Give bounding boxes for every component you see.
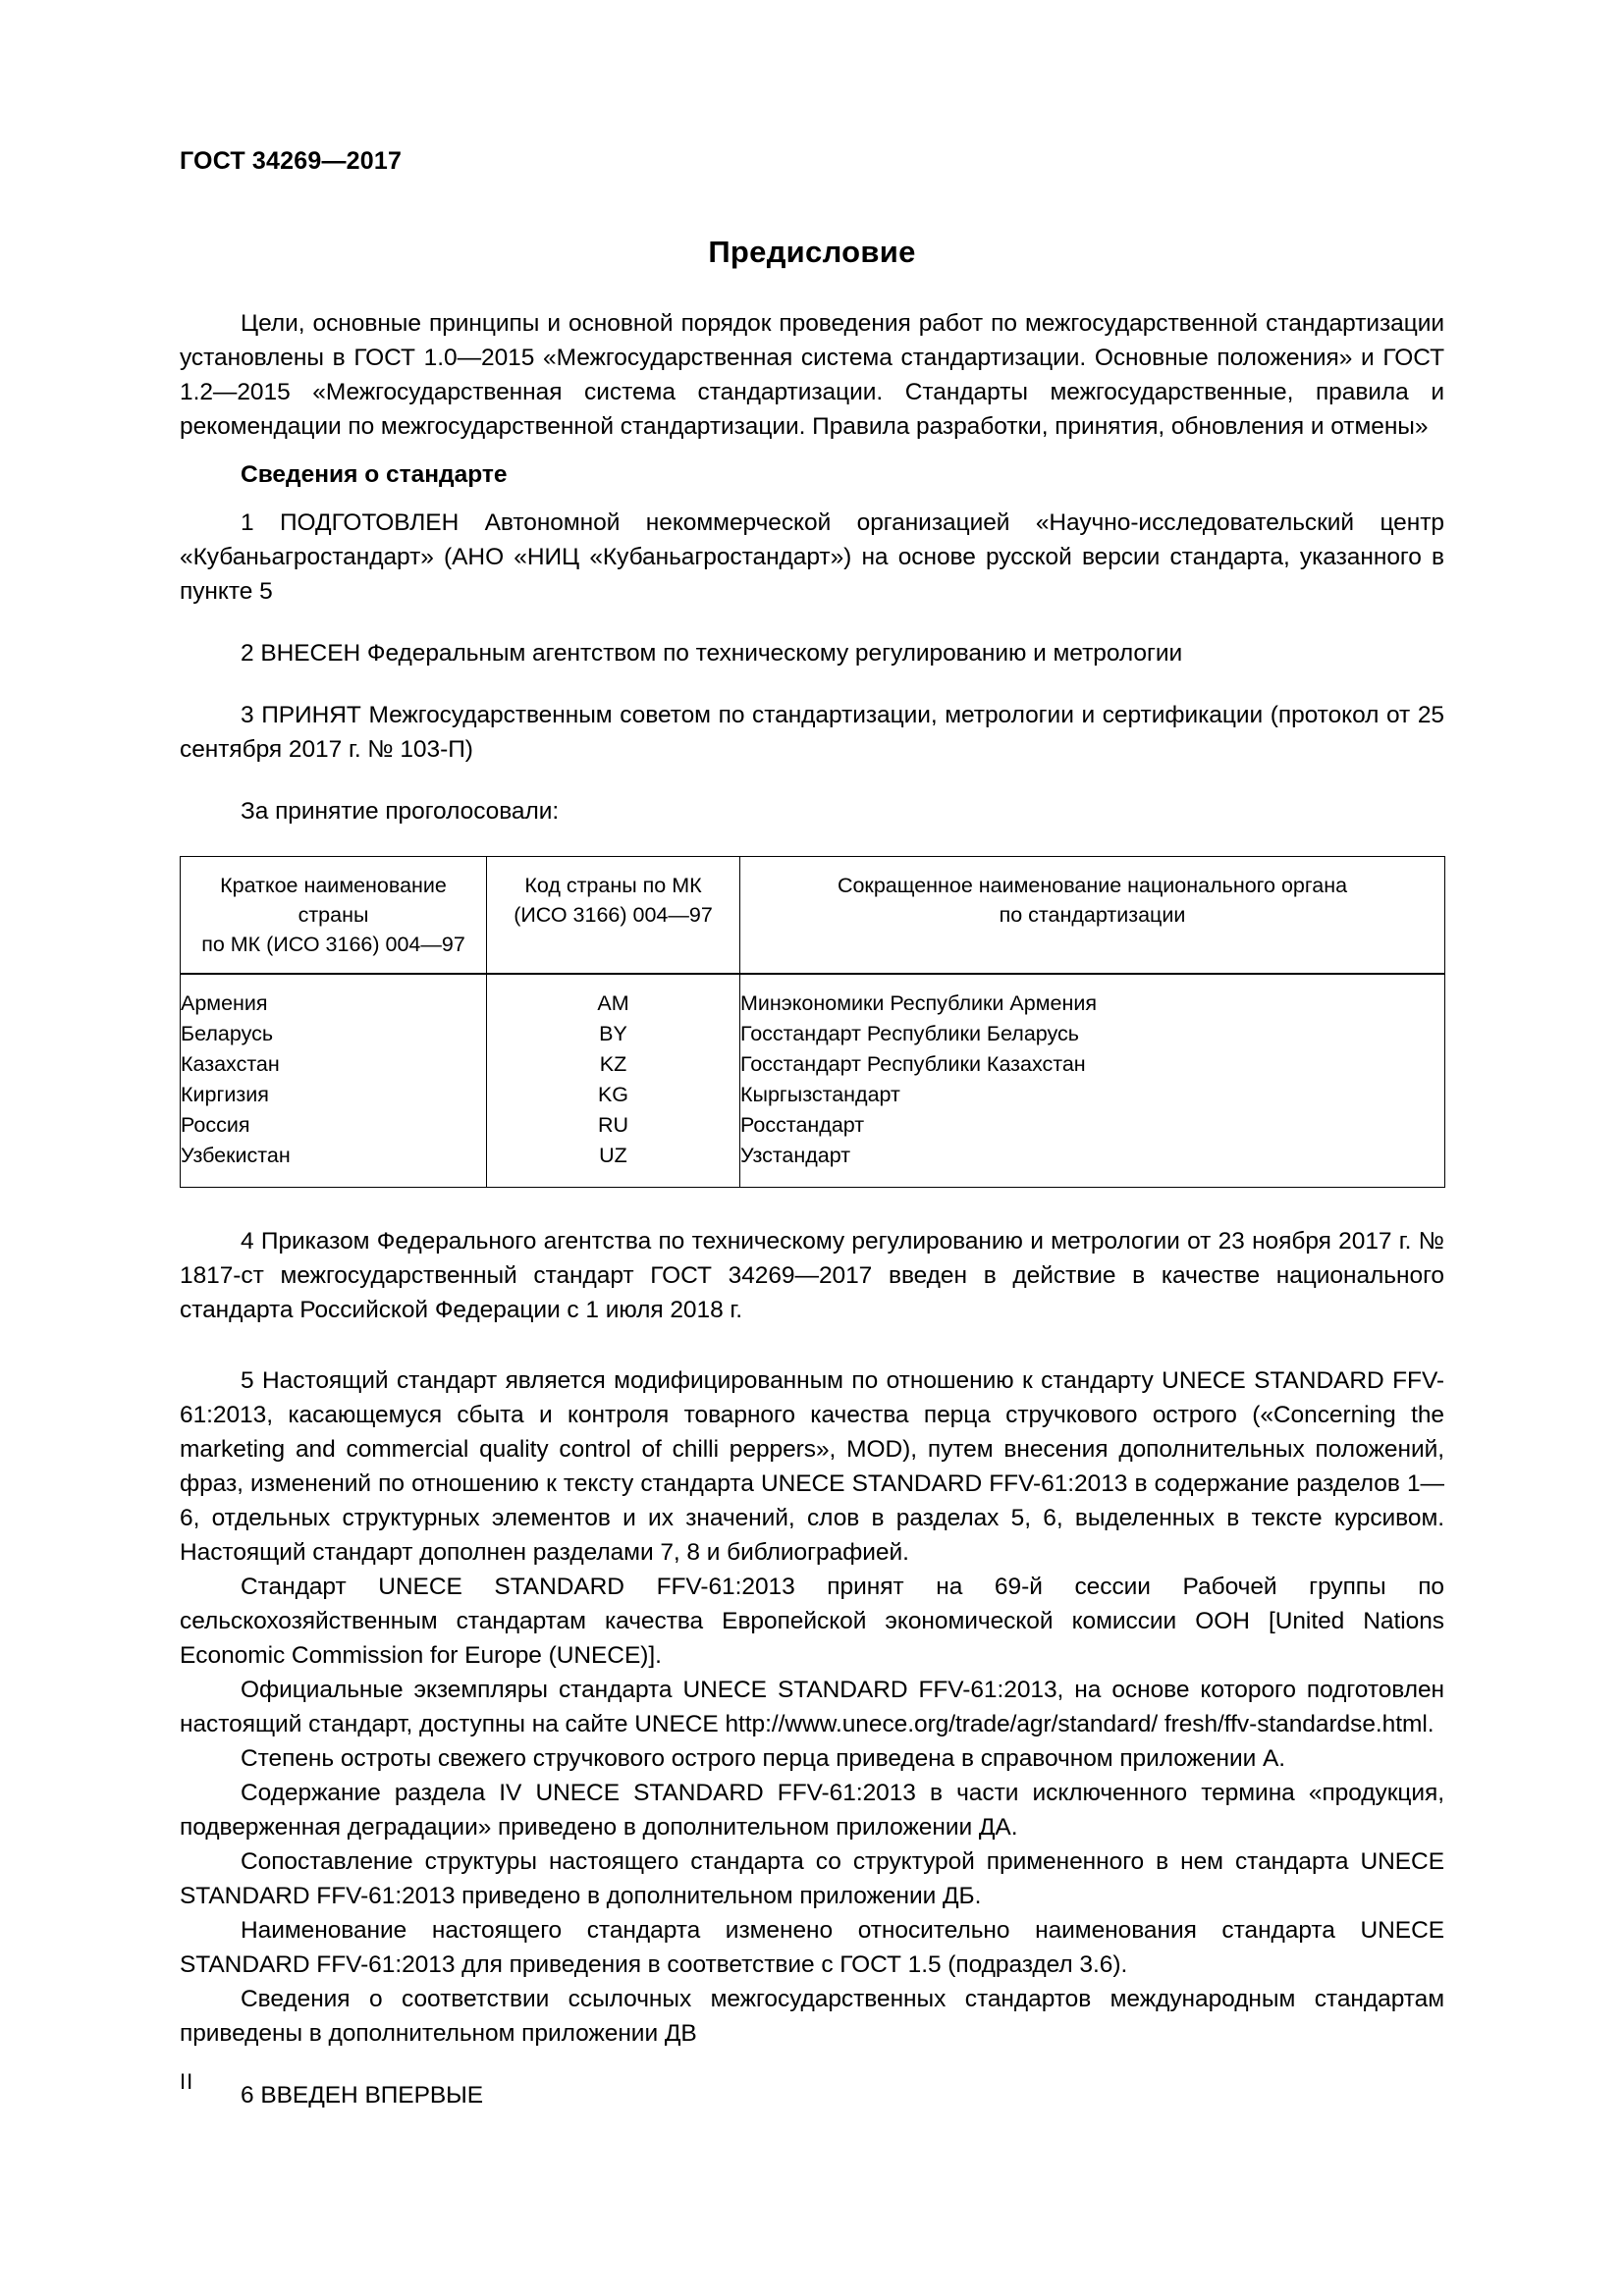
intro-paragraph: Цели, основные принципы и основной порядок проведения работ по межгосударственной стандартизации установлены в ГОСТ 1.0—2015 «Межгосударственная система стандартизации. Основные положения» и ГОСТ 1.2—2015 «Межгосударственная система стандартизации. Стандарты межгосударственные, правила и рекомендации по межгосударственной стандартизации. Правила разработки, принятия, обновления и отмены» — [180, 310, 1444, 440]
cell-code-list — [487, 974, 740, 1188]
country-name: Армения — [181, 991, 268, 1015]
clause-5-paragraph-6: Сопоставление структуры настоящего стандарта со структурой примененного в нем стандарта UNECE STANDARD FFV-61:2013 приведено в дополнительном приложении ДБ. — [180, 1848, 1444, 1909]
country-code: KZ — [599, 1052, 627, 1076]
country-name: Узбекистан — [181, 1144, 291, 1167]
country-name: Киргизия — [181, 1083, 269, 1106]
clause-5-paragraph-2: Стандарт UNECE STANDARD FFV-61:2013 принят на 69-й сессии Рабочей группы по сельскохозяйственным стандартам качества Европейской экономической комиссии ООН [United Nations Economic Commission for Europe (UNECE)]. — [180, 1574, 1444, 1669]
authority-name: Минэкономики Республики Армения — [740, 991, 1097, 1015]
authority-name: Госстандарт Республики Беларусь — [740, 1022, 1079, 1045]
clause-2: 2 ВНЕСЕН Федеральным агентством по техническому регулированию и метрологии — [241, 640, 1183, 667]
cell-authority-list — [740, 974, 1445, 1188]
cell-country-list — [181, 974, 487, 1188]
clause-1: 1 ПОДГОТОВЛЕН Автономной некоммерческой организацией «Научно-исследовательский центр «Кубаньагростандарт» (АНО «НИЦ «Кубаньагростандарт») на основе русской версии стандарта, указанного в пункте 5 — [180, 509, 1444, 605]
vote-intro: За принятие проголосовали: — [241, 798, 560, 825]
clause-5-paragraph-7: Наименование настоящего стандарта изменено относительно наименования стандарта UNECE STANDARD FFV-61:2013 для приведения в соответствие с ГОСТ 1.5 (подраздел 3.6). — [180, 1917, 1444, 1978]
clause-6: 6 ВВЕДЕН ВПЕРВЫЕ — [241, 2082, 484, 2109]
page-title: Предисловие — [708, 235, 916, 269]
clause-3: 3 ПРИНЯТ Межгосударственным советом по стандартизации, метрологии и сертификации (протокол от 25 сентября 2017 г. № 103-П) — [180, 702, 1444, 763]
page-content — [180, 147, 1444, 2112]
country-code: BY — [599, 1022, 627, 1045]
running-head: ГОСТ 34269—2017 — [180, 147, 403, 175]
country-code: AM — [597, 991, 629, 1015]
column-header-code: Код страны по МК (ИСО 3166) 004—97 — [487, 857, 740, 975]
clause-5-paragraph-4: Степень остроты свежего стручкового острого перца приведена в справочном приложении А. — [241, 1745, 1286, 1772]
table-header-row — [181, 857, 1445, 975]
column-header-body: Сокращенное наименование национального органа по стандартизации — [740, 857, 1445, 975]
clause-5-paragraph-3: Официальные экземпляры стандарта UNECE STANDARD FFV-61:2013, на основе которого подготовлен настоящий стандарт, доступны на сайте UNECE http://www.unece.org/trade/agr/standard/ fresh/ffv-standardse.html. — [180, 1677, 1444, 1737]
country-code: KG — [597, 1083, 629, 1106]
voting-table — [180, 856, 1445, 1188]
table-row — [181, 974, 1445, 1188]
clause-5-paragraph-5: Содержание раздела IV UNECE STANDARD FFV-61:2013 в части исключенного термина «продукция, подверженная деградации» приведено в дополнительном приложении ДА. — [180, 1780, 1444, 1841]
page-number: II — [180, 2069, 194, 2094]
country-code: RU — [597, 1113, 629, 1137]
authority-name: Узстандарт — [740, 1144, 851, 1167]
country-code: UZ — [599, 1144, 627, 1167]
column-header-country: Краткое наименование страны по МК (ИСО 3166) 004—97 — [181, 857, 487, 975]
clause-5-paragraph-8: Сведения о соответствии ссылочных межгосударственных стандартов международным стандартам приведены в дополнительном приложении ДВ — [180, 1986, 1444, 2047]
authority-name: Госстандарт Республики Казахстан — [740, 1052, 1086, 1076]
authority-name: Росстандарт — [740, 1113, 865, 1137]
country-name: Беларусь — [181, 1022, 274, 1045]
authority-name: Кыргызстандарт — [740, 1083, 900, 1106]
country-name: Казахстан — [181, 1052, 280, 1076]
section-heading: Сведения о стандарте — [241, 461, 508, 488]
clause-5: 5 Настоящий стандарт является модифицированным по отношению к стандарту UNECE STANDARD FFV-61:2013, касающемуся сбыта и контроля товарного качества перца стручкового острого («Concerning the marketing and commercial quality control of chilli peppers», MOD), путем внесения дополнительных положений, фраз, изменений по отношению к тексту стандарта UNECE STANDARD FFV-61:2013 в содержание разделов 1—6, отдельных структурных элементов и их значений, слов в разделах 5, 6, выделенных в тексте курсивом. Настоящий стандарт дополнен разделами 7, 8 и библиографией. — [180, 1367, 1444, 1566]
country-name: Россия — [181, 1113, 250, 1137]
clause-4: 4 Приказом Федерального агентства по техническому регулированию и метрологии от 23 ноября 2017 г. № 1817-ст межгосударственный стандарт ГОСТ 34269—2017 введен в действие в качестве национального стандарта Российской Федерации с 1 июля 2018 г. — [180, 1228, 1444, 1323]
